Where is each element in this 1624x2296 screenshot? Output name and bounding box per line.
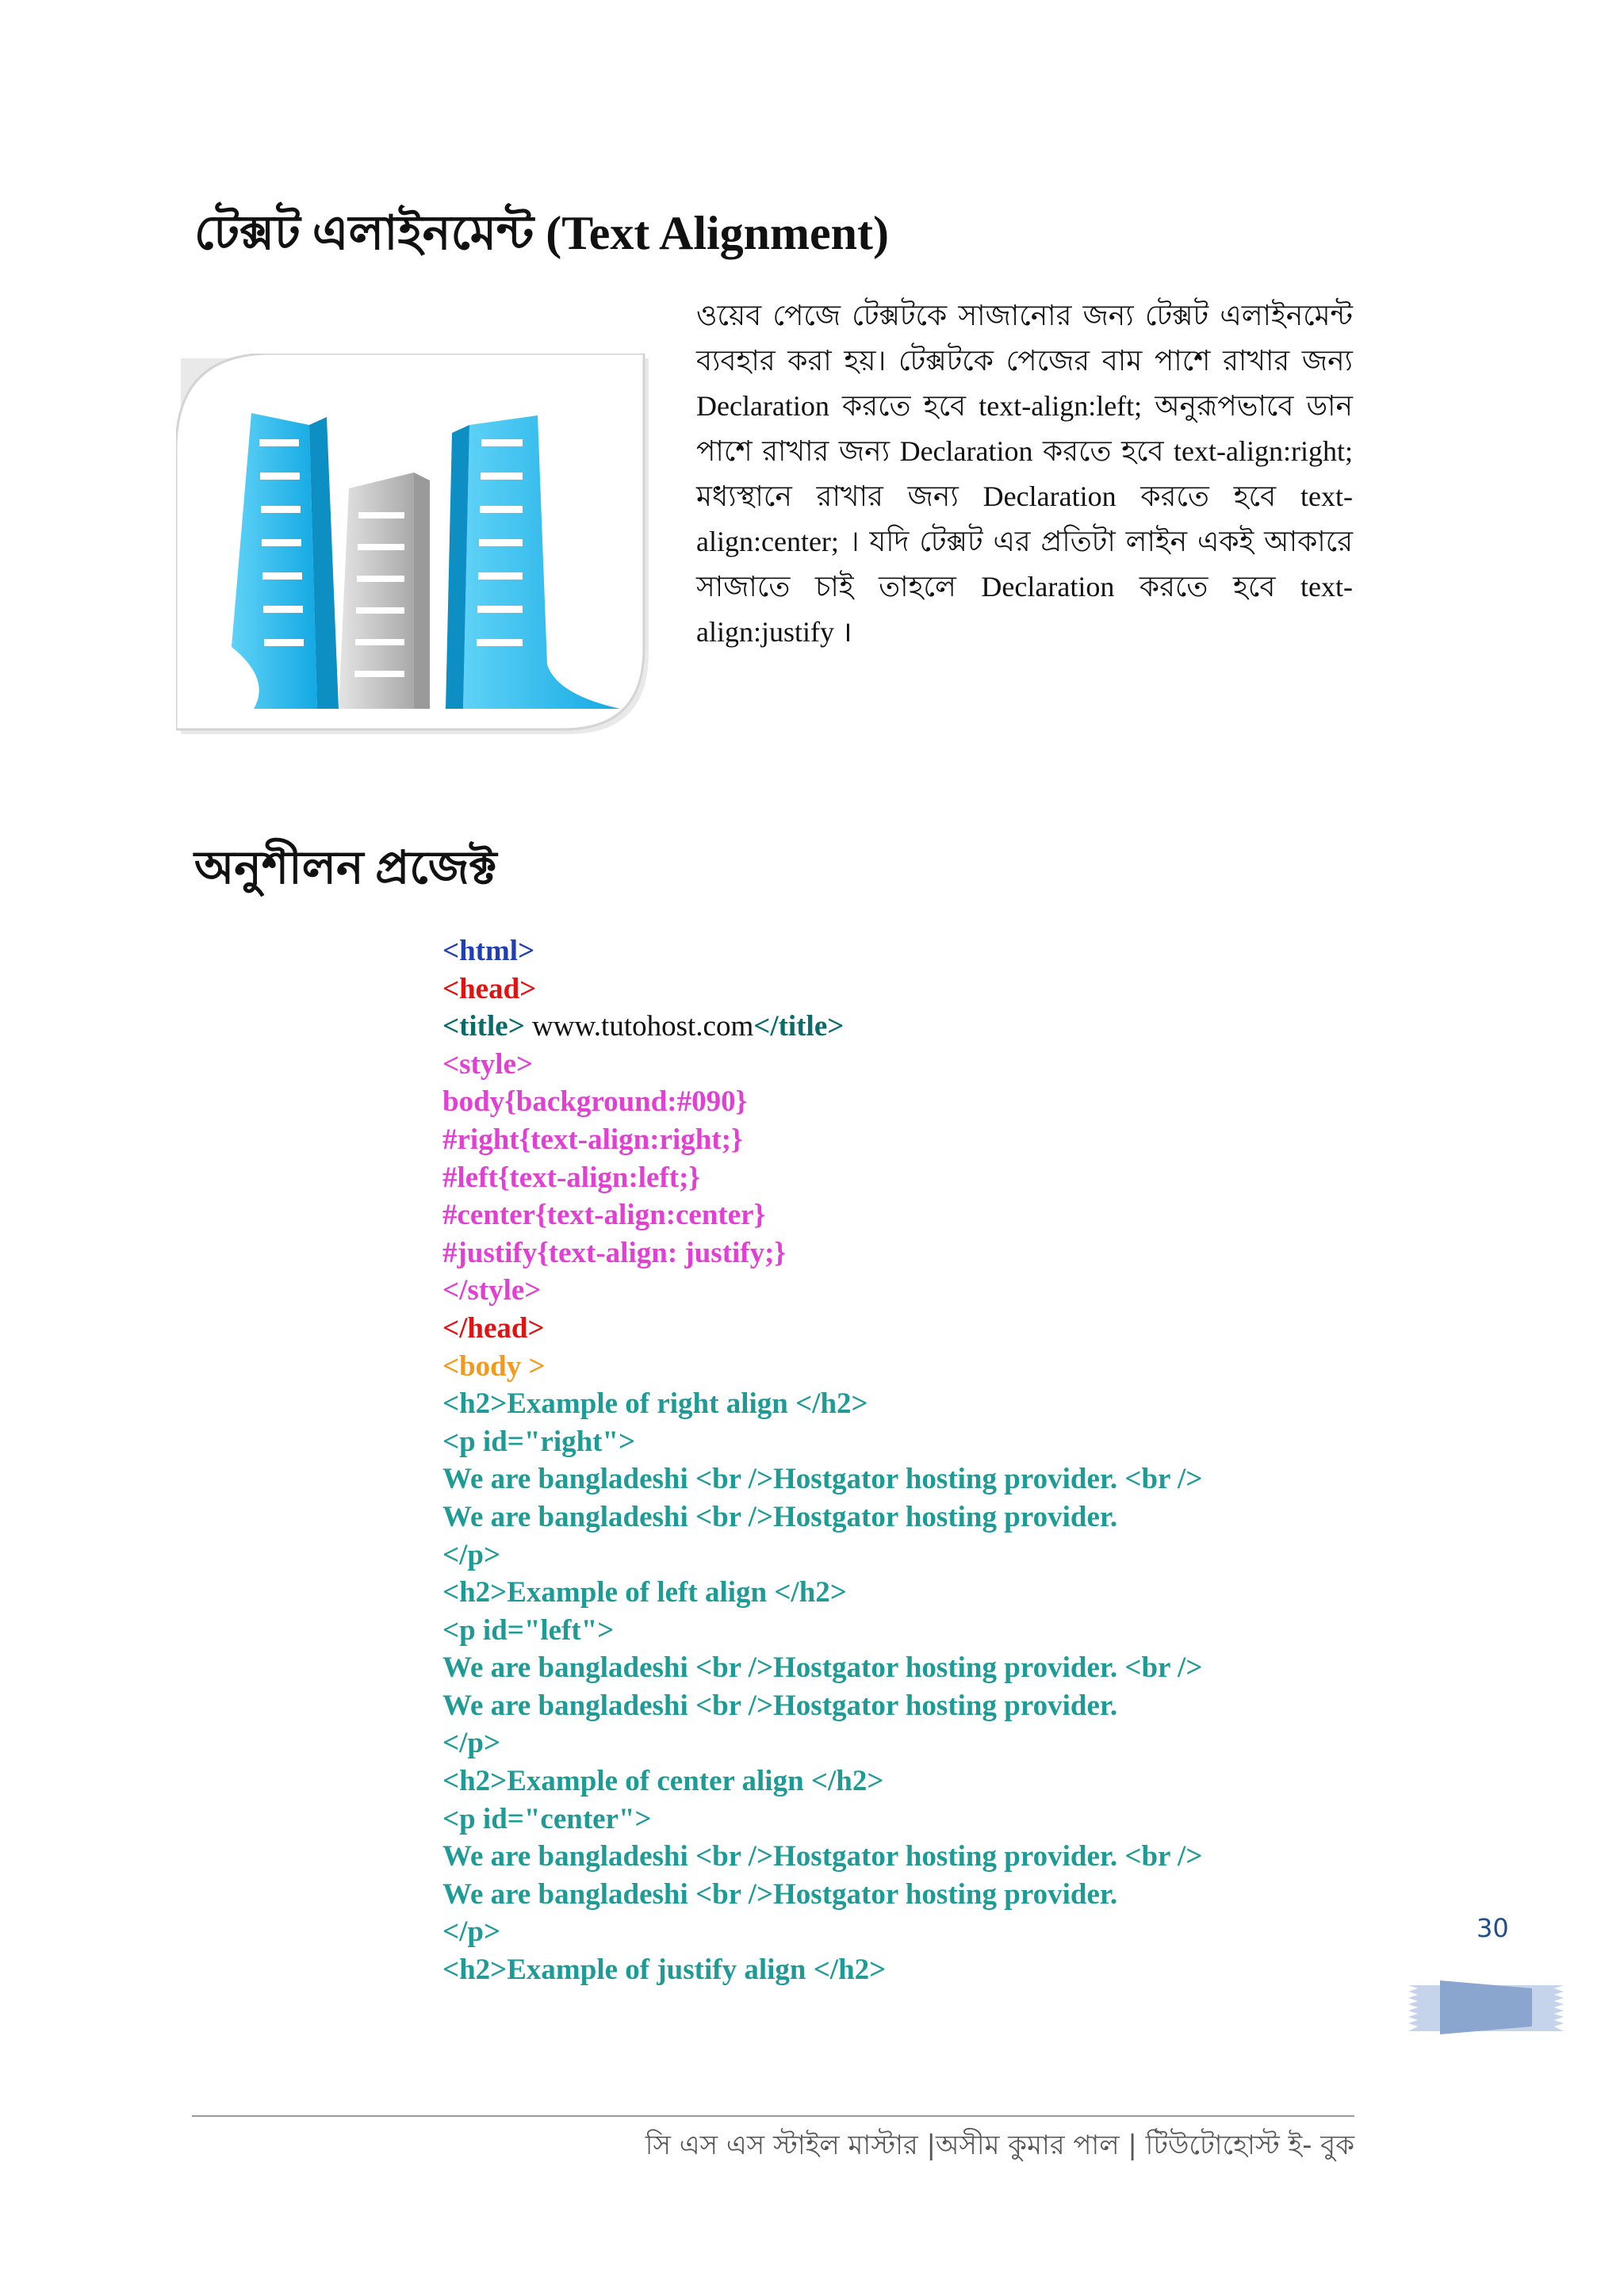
code-line: </head> [442, 1311, 545, 1345]
page-heading: টেক্সট এলাইনমেন্ট (Text Alignment) [194, 207, 889, 259]
code-line: We are bangladeshi <br />Hostgator hosting provider. [442, 1500, 1118, 1533]
code-token: www.tutohost.com [524, 1010, 754, 1043]
code-line: We are bangladeshi <br />Hostgator hosting provider. [442, 1877, 1118, 1911]
page-number: 30 [1477, 1913, 1509, 1943]
code-line: We are bangladeshi <br />Hostgator hosting provider. <br /> [442, 1840, 1203, 1873]
code-line: <p id="center"> [442, 1802, 652, 1835]
code-line-title [442, 1008, 1202, 1046]
code-line: <body > [442, 1349, 546, 1383]
code-line: <h2>Example of center align </h2> [442, 1765, 884, 1798]
code-line: #center{text-align:center} [442, 1199, 766, 1232]
code-token: <title> [442, 1010, 525, 1043]
code-line: <p id="right"> [442, 1425, 636, 1458]
code-line: #justify{text-align: justify;} [442, 1236, 787, 1269]
code-line: We are bangladeshi <br />Hostgator hosting provider. <br /> [442, 1463, 1203, 1496]
code-line: <h2>Example of right align </h2> [442, 1387, 868, 1421]
code-line: <h2>Example of left align </h2> [442, 1576, 847, 1609]
code-line: <h2>Example of justify align </h2> [442, 1954, 887, 1987]
buildings-illustration [176, 354, 649, 734]
code-line: We are bangladeshi <br />Hostgator hosting provider. [442, 1689, 1118, 1722]
code-token: </title> [753, 1010, 845, 1043]
buildings-icon [176, 354, 649, 734]
code-line: <head> [442, 972, 537, 1005]
code-listing [442, 932, 1202, 1989]
code-line: </p> [442, 1915, 501, 1949]
code-line: body{background:#090} [442, 1085, 748, 1119]
code-line: <p id="left"> [442, 1613, 615, 1647]
intro-paragraph: ওয়েব পেজে টেক্সটকে সাজানোর জন্য টেক্সট এলাইনমেন্ট ব্যবহার করা হয়। টেক্সটকে পেজের বাম পাশে রাখার জন্য Declaration করতে হবে text-align:left; অনুরূপভাবে ডান পাশে রাখার জন্য Declaration করতে হবে text-align:right; মধ্যস্থানে রাখার জন্য Declaration করতে হবে text-align:center; । যদি টেক্সট এর প্রতিটা লাইন একই আকারে সাজাতে চাই তাহলে Declaration করতে হবে text-align:justify । [696, 300, 1353, 648]
code-line: <style> [442, 1047, 534, 1081]
code-line: <html> [442, 935, 535, 967]
code-line: </p> [442, 1538, 501, 1571]
code-line: #left{text-align:left;} [442, 1161, 701, 1194]
page-footer: সি এস এস স্টাইল মাস্টার |অসীম কুমার পাল | টিউটোহোস্ট ই- বুক [645, 2130, 1354, 2161]
code-line: #right{text-align:right;} [442, 1123, 743, 1156]
footer-divider [192, 2115, 1354, 2117]
code-line: We are bangladeshi <br />Hostgator hosting provider. <br /> [442, 1651, 1203, 1685]
code-line: </style> [442, 1274, 542, 1307]
page-ribbon-icon [1408, 1977, 1564, 2038]
code-line: </p> [442, 1727, 501, 1760]
section-heading: অনুশীলন প্রজেক্ট [194, 842, 497, 894]
